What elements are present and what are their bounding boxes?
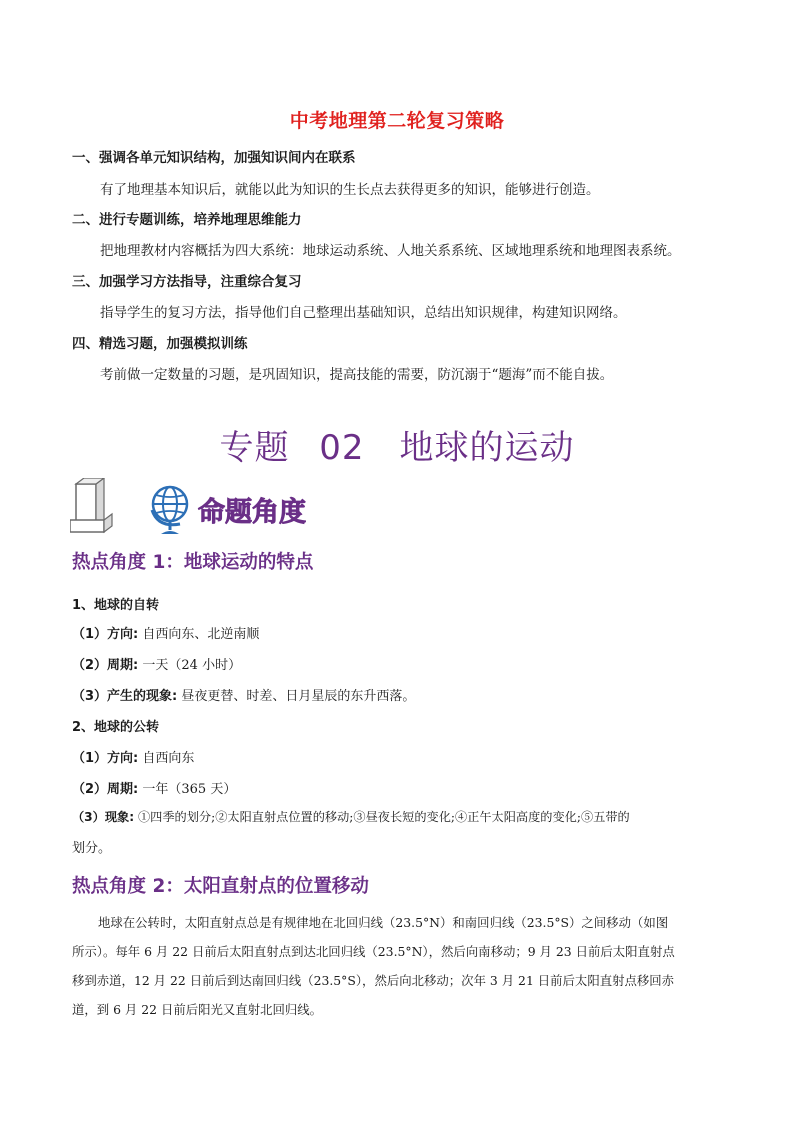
strategy-3-heading: 三、加强学习方法指导，注重综合复习 (72, 274, 302, 290)
rotation-item-3 (72, 685, 415, 704)
strategy-2-body: 把地理教材内容概括为四大系统：地球运动系统、人地关系系统、区域地理系统和地理图表系统。 (100, 243, 681, 259)
document-title: 中考地理第二轮复习策略 (289, 110, 505, 132)
globe-icon (152, 487, 187, 534)
revolution-item-1-text: 自西向东 (142, 751, 195, 766)
rotation-item-2 (72, 654, 241, 673)
strategy-1-heading: 一、强调各单元知识结构，加强知识间内在联系 (72, 150, 356, 166)
topic-title: 专题 02 地球的运动 (219, 428, 575, 468)
hot-angle-2-paragraph (72, 908, 724, 1024)
revolution-title: 2、地球的公转 (72, 720, 160, 735)
revolution-item-1 (72, 747, 194, 766)
rotation-item-2-label: （2）周期: (72, 658, 139, 673)
banner-number: 1 (70, 478, 71, 479)
revolution-item-3-text: ①四季的划分;②太阳直射点位置的移动;③昼夜长短的变化;④正午太阳高度的变化;⑤五带的 (137, 810, 630, 824)
paragraph-line-2: 所示）。每年 6 月 22 日前后太阳直射点到达北回归线（23.5°N），然后向南移动；9 月 23 日前后太阳直射点 (72, 944, 675, 959)
paragraph-line-1 (72, 908, 724, 937)
revolution-item-3-continuation: 划分。 (72, 841, 112, 856)
strategy-2-heading: 二、进行专题训练，培养地理思维能力 (72, 212, 302, 228)
paragraph-line-4: 道，到 6 月 22 日前后阳光又直射北回归线。 (72, 1002, 323, 1017)
revolution-item-2-text: 一年（365 天） (142, 782, 237, 797)
strategy-4-body: 考前做一定数量的习题，是巩固知识，提高技能的需要，防沉溺于“题海”而不能自拔。 (100, 367, 614, 383)
revolution-item-3 (72, 808, 630, 825)
paragraph-line-1-text: 地球在公转时，太阳直射点总是有规律地在北回归线（23.5°N）和南回归线（23.5°S）之间移动（如图 (98, 915, 669, 930)
rotation-item-1-label: （1）方向: (72, 627, 139, 642)
hot-angle-1-heading: 热点角度 1：地球运动的特点 (72, 552, 314, 573)
strategy-3-body: 指导学生的复习方法，指导他们自己整理出基础知识，总结出知识规律，构建知识网络。 (100, 305, 627, 321)
revolution-item-1-label: （1）方向: (72, 751, 139, 766)
revolution-item-3-label: （3）现象: (72, 810, 135, 824)
banner-label: 命题角度 (198, 497, 306, 528)
rotation-item-1-text: 自西向东、北逆南顺 (142, 627, 260, 642)
rotation-item-2-text: 一天（24 小时） (142, 658, 242, 673)
paragraph-line-3: 移到赤道，12 月 22 日前后到达南回归线（23.5°S），然后向北移动；次年 3 月 21 日前后太阳直射点移回赤 (72, 973, 675, 988)
strategy-4-heading: 四、精选习题，加强模拟训练 (72, 336, 248, 352)
hot-angle-2-heading: 热点角度 2：太阳直射点的位置移动 (72, 876, 369, 897)
strategy-1-body: 有了地理基本知识后，就能以此为知识的生长点去获得更多的知识，能够进行创造。 (100, 182, 600, 198)
rotation-item-1 (72, 623, 259, 642)
revolution-item-2-label: （2）周期: (72, 782, 139, 797)
rotation-item-3-text: 昼夜更替、时差、日月星辰的东升西落。 (181, 689, 416, 704)
section-banner (70, 478, 360, 538)
revolution-item-2 (72, 778, 236, 797)
banner-number-graphic (70, 478, 112, 532)
rotation-item-3-label: （3）产生的现象: (72, 689, 178, 704)
rotation-title: 1、地球的自转 (72, 598, 160, 613)
